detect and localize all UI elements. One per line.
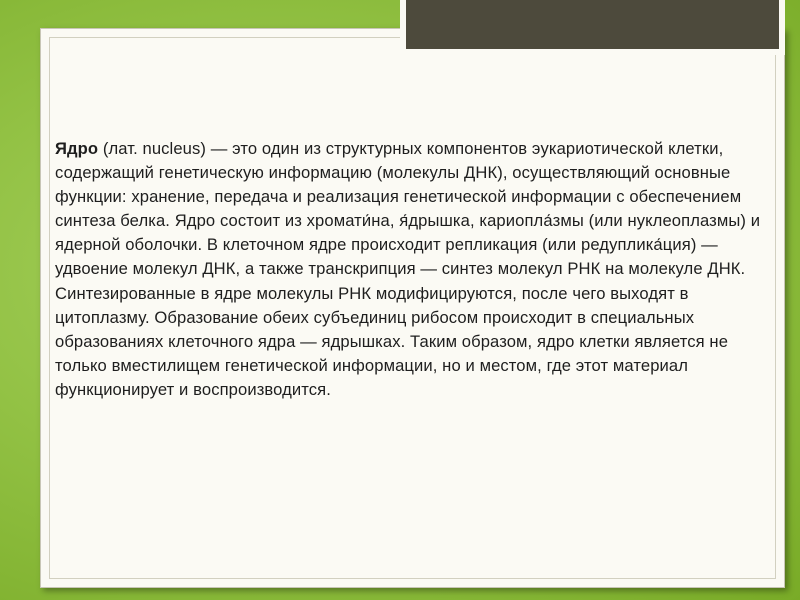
term-nucleus: Ядро: [55, 139, 99, 158]
content-panel: [40, 28, 785, 588]
definition-text: (лат. nucleus) — это один из структурных компонентов эукариотической клетки, содержащий генетическую информацию (молекулы ДНК), осуществляющий основные функции: хранение, передача и реализация генетической информации с обеспечением синтеза белка. Ядро состоит из хромати́на, я́дрышка, кариопла́змы (или нуклеоплазмы) и ядерной оболочки. В клеточном ядре происходит репликация (или редуплика́ция) — удвоение молекул ДНК, а также транскрипция — синтез молекул РНК на молекуле ДНК. Синтезированные в ядре молекулы РНК модифицируются, после чего выходят в цитоплазму. Образование обеих субъединиц рибосом происходит в специальных образованиях клеточного ядра — ядрышках. Таким образом, ядро клетки является не только вместилищем генетической информации, но и местом, где этот материал функционирует и воспроизводится.: [55, 139, 761, 399]
title-placeholder: [400, 0, 785, 55]
body-paragraph: [55, 137, 767, 402]
title-bar: [406, 0, 779, 49]
